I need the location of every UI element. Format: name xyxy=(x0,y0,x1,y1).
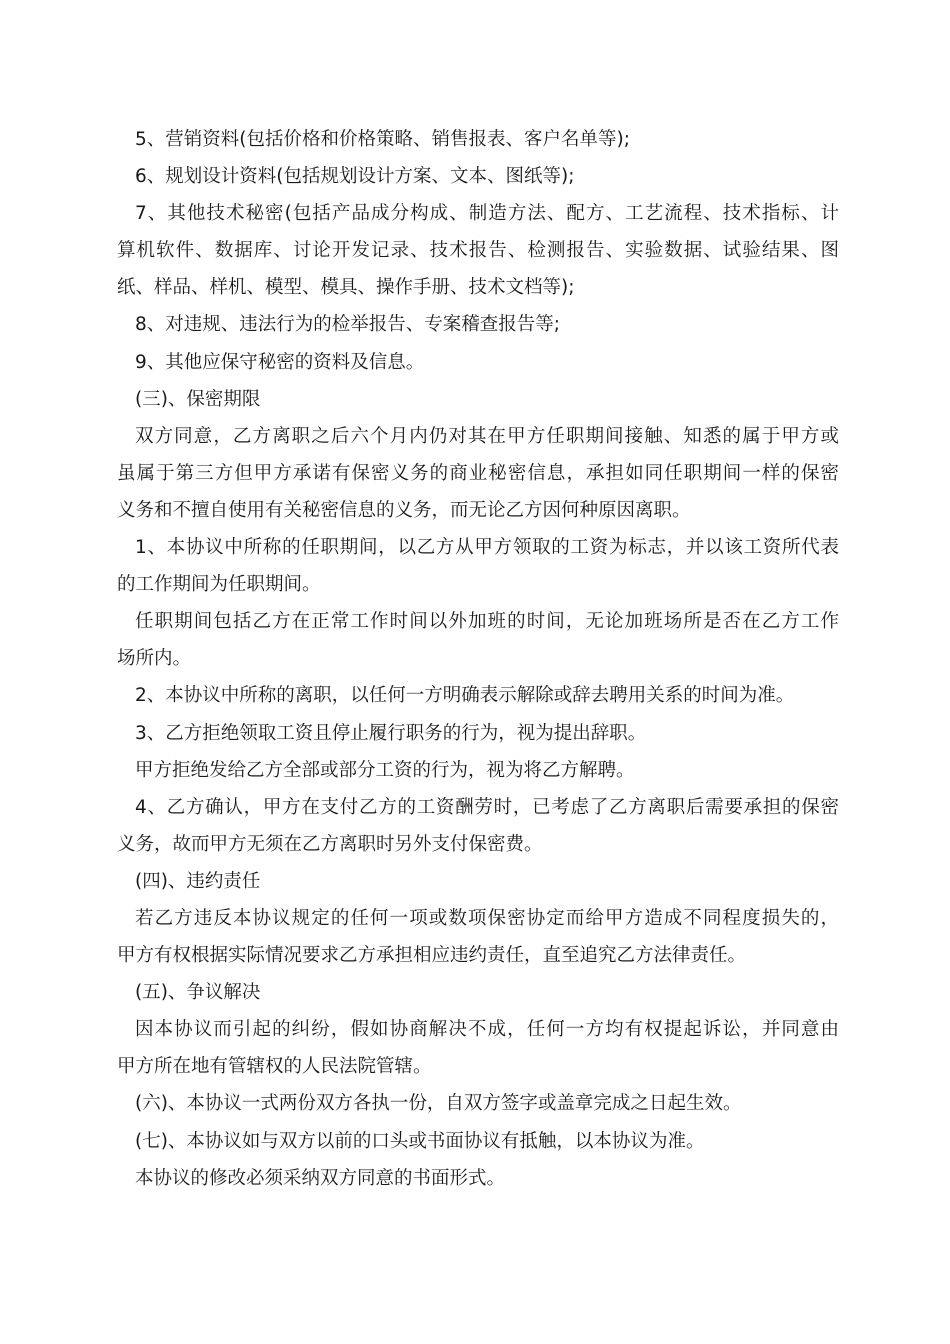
item-5-marketing-materials: 5、营销资料(包括价格和价格策略、销售报表、客户名单等); xyxy=(135,129,630,150)
item-7-technical-secrets-line-1: 7、其他技术秘密(包括产品成分构成、制造方法、配方、工艺流程、技术指标、计 xyxy=(135,203,839,225)
clause-1-line-1: 1、本协议中所称的任职期间，以乙方从甲方领取的工资为标志，并以该工资所代表 xyxy=(135,537,839,559)
section-5-paragraph-line-2: 甲方所在地有管辖权的人民法院管辖。 xyxy=(117,1056,432,1078)
section-3-paragraph-line-1: 双方同意，乙方离职之后六个月内仍对其在甲方任职期间接触、知悉的属于甲方或 xyxy=(135,425,839,447)
clause-3: 3、乙方拒绝领取工资且停止履行职务的行为，视为提出辞职。 xyxy=(135,722,647,744)
section-3-paragraph-line-3: 义务和不擅自使用有关秘密信息的义务，而无论乙方因何种原因离职。 xyxy=(117,499,691,521)
section-5-paragraph-line-1: 因本协议而引起的纠纷，假如协商解决不成，任何一方均有权提起诉讼，并同意由 xyxy=(135,1019,839,1041)
section-7-clause: (七)、本协议如与双方以前的口头或书面协议有抵触，以本协议为准。 xyxy=(135,1130,705,1152)
clause-1-line-2: 的工作期间为任职期间。 xyxy=(117,574,321,596)
clause-4-line-1: 4、乙方确认，甲方在支付乙方的工资酬劳时，已考虑了乙方离职后需要承担的保密 xyxy=(135,796,839,818)
clause-2: 2、本协议中所称的离职，以任何一方明确表示解除或辞去聘用关系的时间为准。 xyxy=(135,685,795,707)
document-body xyxy=(117,121,839,1197)
amendment-clause: 本协议的修改必须采纳双方同意的书面形式。 xyxy=(135,1167,506,1189)
section-5-heading: (五)、争议解决 xyxy=(135,982,261,1004)
item-7-technical-secrets-line-2: 算机软件、数据库、讨论开发记录、技术报告、检测报告、实验数据、试验结果、图 xyxy=(117,240,839,262)
clause-3-note: 甲方拒绝发给乙方全部或部分工资的行为，视为将乙方解聘。 xyxy=(135,759,635,781)
item-9-other-secrets: 9、其他应保守秘密的资料及信息。 xyxy=(135,351,425,373)
section-3-heading: (三)、保密期限 xyxy=(135,388,261,410)
clause-4-line-2: 义务，故而甲方无须在乙方离职时另外支付保密费。 xyxy=(117,833,543,855)
item-8-reports: 8、对违规、违法行为的检举报告、专案稽查报告等; xyxy=(135,314,561,336)
section-3-paragraph-line-2: 虽属于第三方但甲方承诺有保密义务的商业秘密信息，承担如同任职期间一样的保密 xyxy=(117,462,839,484)
section-6-clause: (六)、本协议一式两份双方各执一份，自双方签字或盖章完成之日起生效。 xyxy=(135,1093,742,1115)
clause-1-note-line-1: 任职期间包括乙方在正常工作时间以外加班的时间，无论加班场所是否在乙方工作 xyxy=(135,611,839,633)
item-6-planning-design-materials: 6、规划设计资料(包括规划设计方案、文本、图纸等); xyxy=(135,166,575,188)
section-4-heading: (四)、违约责任 xyxy=(135,870,261,892)
section-4-paragraph-line-2: 甲方有权根据实际情况要求乙方承担相应违约责任，直至追究乙方法律责任。 xyxy=(117,945,747,967)
clause-1-note-line-2: 场所内。 xyxy=(117,648,192,670)
item-7-technical-secrets-line-3: 纸、样品、样机、模型、模具、操作手册、技术文档等); xyxy=(117,277,575,299)
section-4-paragraph-line-1: 若乙方违反本协议规定的任何一项或数项保密协定而给甲方造成不同程度损失的， xyxy=(135,907,839,929)
